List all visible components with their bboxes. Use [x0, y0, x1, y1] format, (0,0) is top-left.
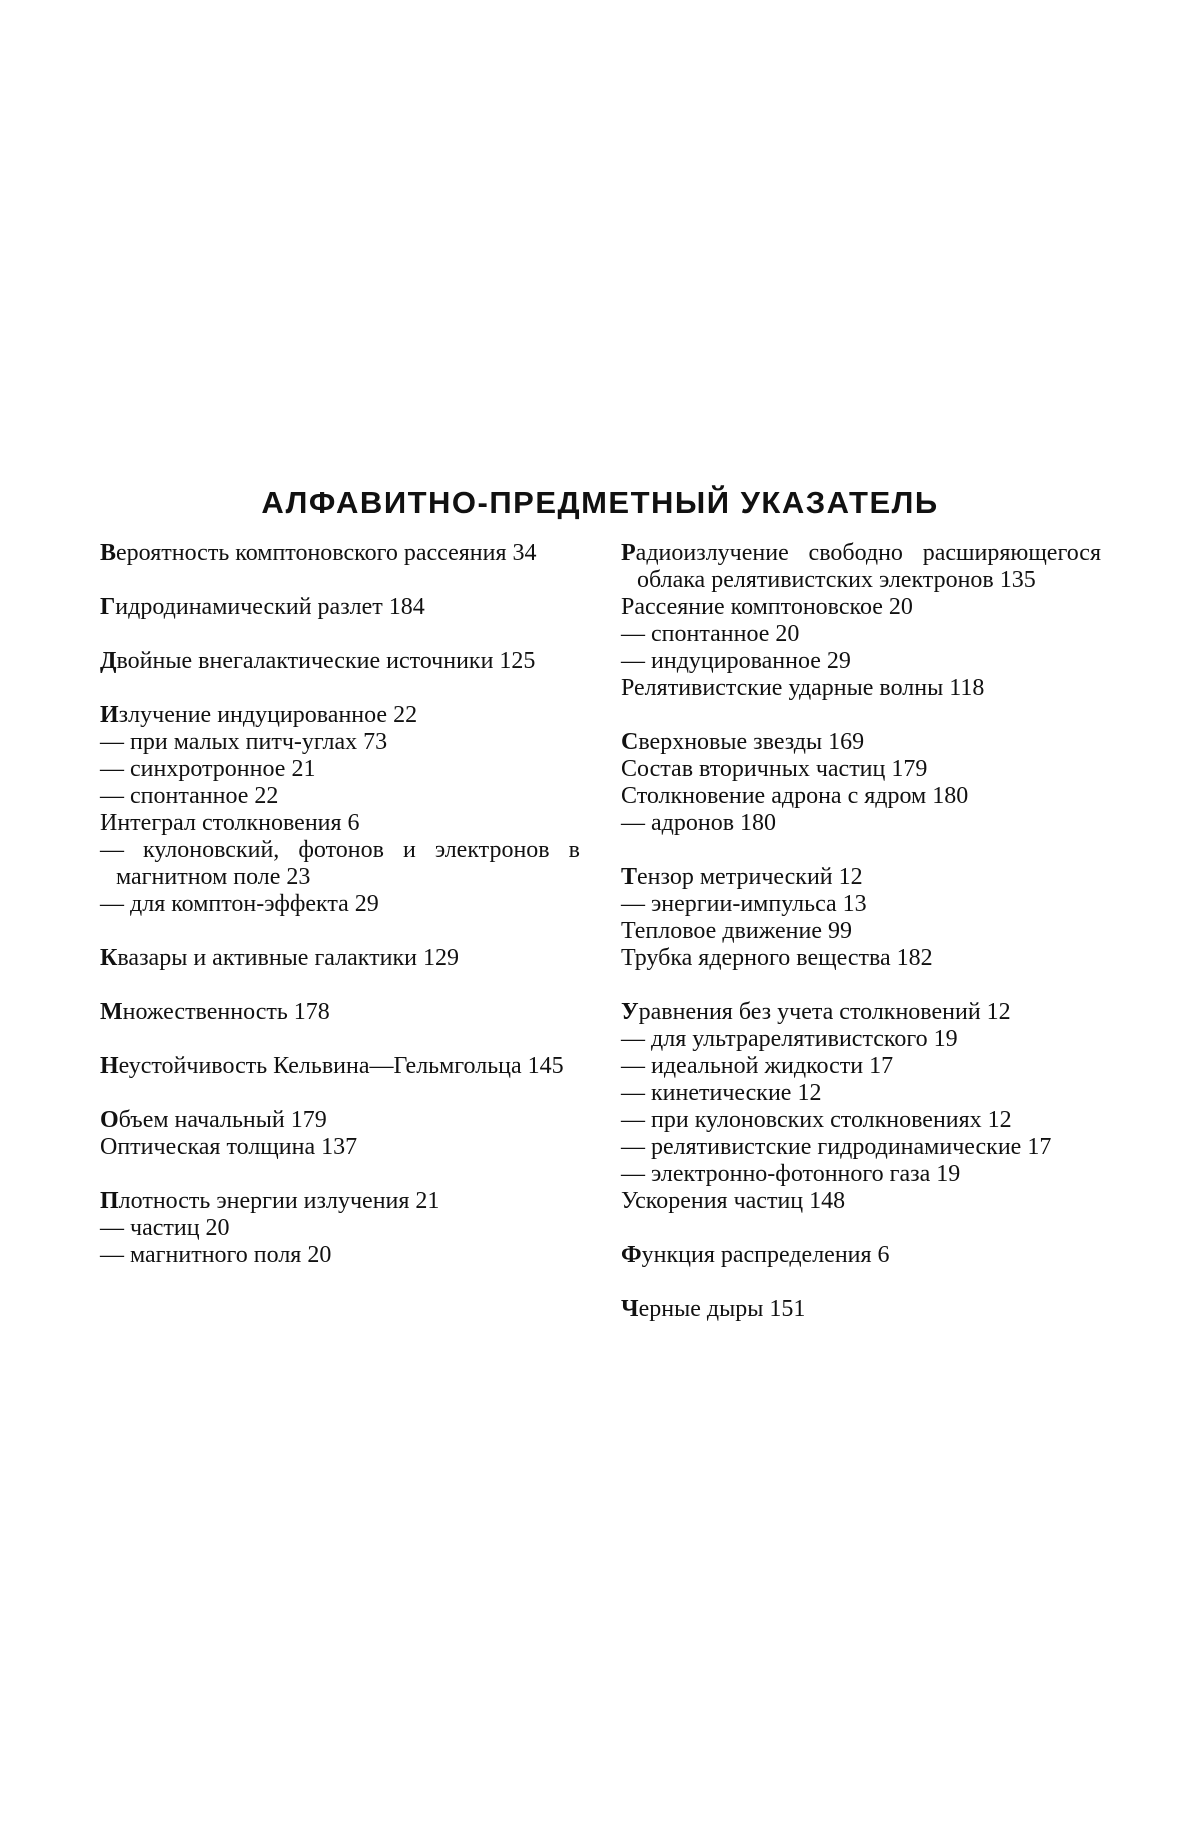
index-letter-group	[621, 1242, 1101, 1269]
index-entry: Радиоизлучение свободно расширяющегося облака релятивистских электронов 135	[621, 540, 1101, 593]
index-subentry: — частиц 20	[100, 1215, 230, 1241]
index-letter-group	[100, 1053, 580, 1080]
index-entry: Релятивистские ударные волны 118	[621, 675, 985, 701]
index-entry: Двойные внегалактические источники 125	[100, 648, 536, 674]
index-entry: Интеграл столкновения 6	[100, 810, 360, 836]
index-entry: Квазары и активные галактики 129	[100, 945, 459, 971]
index-subentry: — адронов 180	[621, 810, 777, 836]
index-subentry: — идеальной жидкости 17	[621, 1053, 894, 1079]
index-subentry: — магнитного поля 20	[100, 1242, 332, 1268]
index-entry: Объем начальный 179	[100, 1107, 327, 1133]
index-subentry: — при кулоновских столкновениях 12	[621, 1107, 1012, 1133]
page-title: АЛФАВИТНО-ПРЕДМЕТНЫЙ УКАЗАТЕЛЬ	[261, 484, 939, 520]
index-subentry: — кинетические 12	[621, 1080, 822, 1106]
index-letter-group	[621, 1296, 1101, 1323]
index-column-left	[100, 540, 580, 1269]
index-entry: Тепловое движение 99	[621, 918, 852, 944]
index-letter-group	[100, 702, 580, 918]
index-entry: Излучение индуцированное 22	[100, 702, 418, 728]
index-letter-group	[621, 729, 1101, 837]
index-entry: Ускорения частиц 148	[621, 1188, 846, 1214]
index-entry: Сверхновые звезды 169	[621, 729, 865, 755]
index-entry: Неустойчивость Кельвина—Гельмгольца 145	[100, 1053, 564, 1079]
index-entry: Вероятность комптоновского рассеяния 34	[100, 540, 537, 566]
index-entry: Рассеяние комптоновское 20	[621, 594, 913, 620]
index-subentry: — синхротронное 21	[100, 756, 316, 782]
index-letter-group	[100, 540, 580, 567]
index-subentry: — энергии-импульса 13	[621, 891, 867, 917]
index-subentry: — спонтанное 20	[621, 621, 800, 647]
index-subentry: — для комптон-эффекта 29	[100, 891, 379, 917]
index-subentry: — релятивистские гидродинамические 17	[621, 1134, 1052, 1160]
index-subentry: — индуцированное 29	[621, 648, 851, 674]
index-subentry: — кулоновский, фотонов и электронов в магнитном поле 23	[100, 837, 580, 890]
index-subentry: — спонтанное 22	[100, 783, 279, 809]
index-entry: Уравнения без учета столкновений 12	[621, 999, 1011, 1025]
index-entry: Тензор метрический 12	[621, 864, 863, 890]
index-entry: Множественность 178	[100, 999, 330, 1025]
index-letter-group	[100, 945, 580, 972]
index-letter-group	[100, 1107, 580, 1161]
index-letter-group	[100, 594, 580, 621]
index-letter-group	[100, 648, 580, 675]
index-entry: Трубка ядерного вещества 182	[621, 945, 933, 971]
index-letter-group	[621, 864, 1101, 972]
index-letter-group	[621, 999, 1101, 1215]
index-entry: Функция распределения 6	[621, 1242, 890, 1268]
index-subentry: — при малых питч-углах 73	[100, 729, 388, 755]
index-entry: Плотность энергии излучения 21	[100, 1188, 440, 1214]
index-letter-group	[100, 1188, 580, 1269]
index-column-right	[621, 540, 1101, 1323]
index-entry: Столкновение адрона с ядром 180	[621, 783, 969, 809]
index-entry: Оптическая толщина 137	[100, 1134, 358, 1160]
index-subentry: — электронно-фотонного газа 19	[621, 1161, 961, 1187]
index-entry: Состав вторичных частиц 179	[621, 756, 928, 782]
index-letter-group	[621, 540, 1101, 702]
index-entry: Гидродинамический разлет 184	[100, 594, 425, 620]
index-subentry: — для ультрарелятивистского 19	[621, 1026, 958, 1052]
index-letter-group	[100, 999, 580, 1026]
index-entry: Черные дыры 151	[621, 1296, 806, 1322]
